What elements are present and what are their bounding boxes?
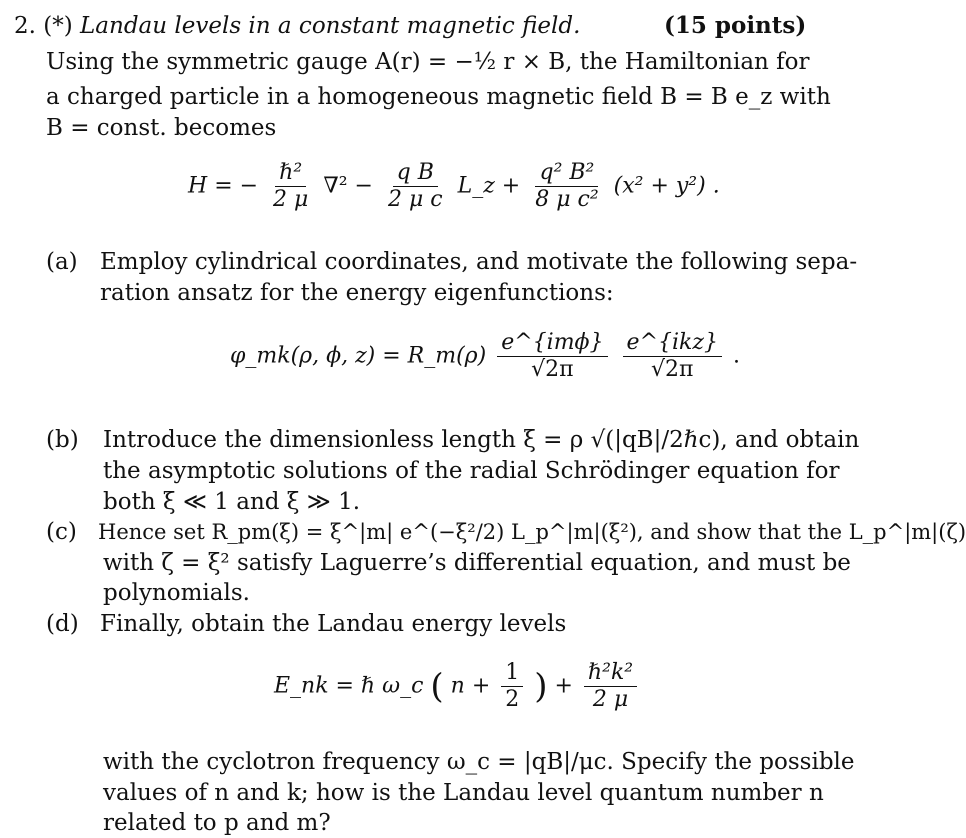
energy-equation: E_nk = ℏ ω_c ( n + $\frac{1}{2}$ ) + $\frac{\text{ℏ²k²}}{2 \mu}$: [274, 660, 641, 713]
part-c-label: (c): [46, 519, 77, 545]
problem-title: Landau levels in a constant magnetic field.: [80, 13, 581, 39]
hamiltonian-term-3-fraction: $\frac{\text{q² B²}}{\text{8 μ c²}}$: [535, 160, 599, 212]
part-b-line-3: both ξ ≪ 1 and ξ ≫ 1.: [103, 489, 361, 515]
radial-term: (x² + y²) .: [613, 173, 720, 199]
ansatz-equation: φ_mk(ρ, ϕ, z) = R_m(ρ) $\frac{\text{e\textasciicircum{}\{imϕ\}}}{√2\pi}$ $\frac{\text{e\textasciicircum{}\{ikz\}}}{√2\pi}$ .: [230, 330, 740, 382]
part-c-line-2: with ζ = ξ² satisfy Laguerre’s differential equation, and must be: [103, 550, 851, 576]
kinetic-fraction: $\frac{\text{ℏ²k²}}{2 \mu}$: [584, 660, 637, 713]
hamiltonian-term-2-fraction: $\frac{\text{q B}}{\text{2 μ c}}$: [387, 160, 443, 212]
problem-number: 2.: [14, 13, 36, 39]
part-a-label: (a): [46, 249, 78, 275]
hamiltonian-lhs: H: [188, 173, 208, 199]
closing-line-3: related to p and m?: [103, 810, 331, 836]
part-a-line-1: Employ cylindrical coordinates, and motivate the following sepa-: [100, 249, 858, 275]
intro-line-3: B = const. becomes: [46, 115, 277, 141]
hamiltonian-equation: H = − $\frac{\text{ℏ²}}{2 \mu}$ ∇² − $\frac{\text{q B}}{\text{2 μ c}}$ L_z + $\frac{\text{q² B²}}{\text{8 μ c²}}$ (x² + y²) .: [188, 160, 720, 212]
problem-marker: (*): [43, 13, 73, 39]
part-c-line-1: Hence set R_pm(ξ) = ξ^|m| e^(−ξ²/2) L_p^|m|(ξ²), and show that the L_p^|m|(ζ): [98, 520, 966, 544]
part-d-label: (d): [46, 611, 79, 637]
part-b-label: (b): [46, 427, 79, 453]
ansatz-lhs: φ_mk(ρ, ϕ, z) = R_m(ρ): [230, 343, 487, 369]
energy-lhs: E_nk = ℏ ω_c: [274, 673, 424, 699]
intro-line-1: Using the symmetric gauge A(r) = −½ r × B, the Hamiltonian for: [46, 49, 810, 75]
hamiltonian-term-1-fraction: $\frac{\text{ℏ²}}{2 \mu}$: [273, 160, 309, 212]
laplacian-operator: ∇²: [323, 173, 348, 199]
ansatz-fraction-z: $\frac{\text{e\textasciicircum{}\{ikz\}}}{√2\pi}$: [623, 330, 722, 383]
part-b-line-1: Introduce the dimensionless length ξ = ρ √(|qB|/2ℏc), and obtain: [103, 427, 860, 453]
one-half-fraction: $\frac{1}{2}$: [501, 660, 523, 713]
part-c-line-3: polynomials.: [103, 580, 250, 606]
problem-points: (15 points): [664, 12, 807, 39]
closing-line-1: with the cyclotron frequency ω_c = |qB|/μc. Specify the possible: [103, 749, 855, 775]
problem-header: [14, 12, 580, 40]
intro-line-2: a charged particle in a homogeneous magnetic field B = B e_z with: [46, 84, 831, 110]
part-b-line-2: the asymptotic solutions of the radial Schrödinger equation for: [103, 458, 840, 484]
closing-line-2: values of n and k; how is the Landau level quantum number n: [103, 780, 824, 806]
energy-paren-content: n +: [450, 673, 491, 699]
part-a-line-2: ration ansatz for the energy eigenfunctions:: [100, 280, 614, 306]
ansatz-fraction-phi: $\frac{\text{e\textasciicircum{}\{imϕ\}}}{√2\pi}$: [497, 330, 607, 383]
angular-momentum-operator: L_z: [457, 173, 495, 199]
part-d-line-1: Finally, obtain the Landau energy levels: [100, 611, 567, 637]
